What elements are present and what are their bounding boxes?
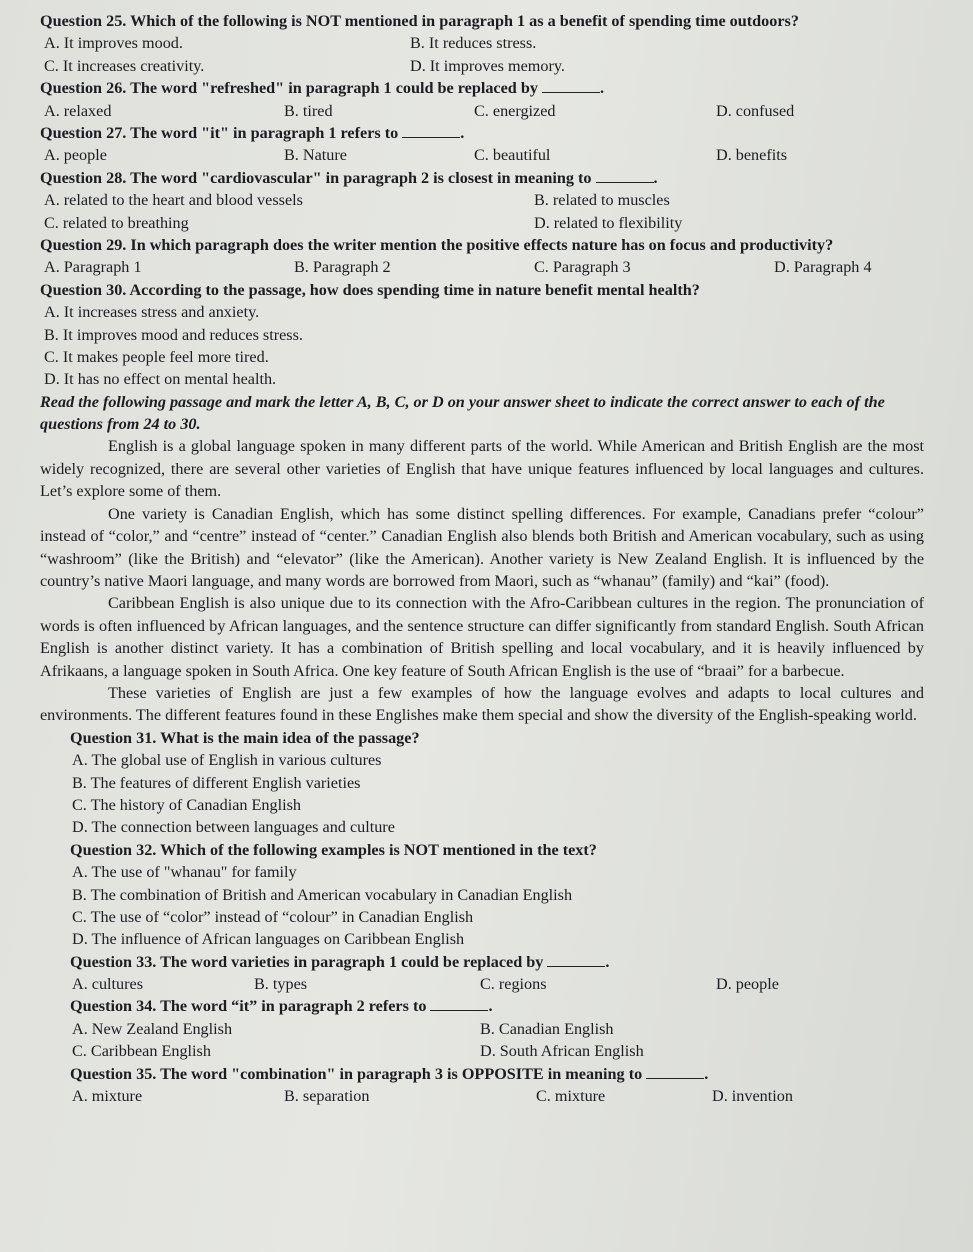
q32-option-d[interactable]: D. The influence of African languages on Caribbean English <box>72 930 465 949</box>
q34-option-a[interactable]: A. New Zealand English <box>72 1019 233 1038</box>
q29-option-c[interactable]: C. Paragraph 3 <box>534 258 631 277</box>
q34-option-b[interactable]: B. Canadian English <box>480 1019 614 1038</box>
question-28-row-2 <box>40 212 932 234</box>
q25-option-c[interactable]: C. It increases creativity. <box>44 56 205 75</box>
q31-option-a[interactable]: A. The global use of English in various cultures <box>72 751 382 770</box>
answer-blank <box>646 1065 704 1079</box>
answer-blank <box>547 953 605 967</box>
question-28-row-1 <box>40 189 932 211</box>
question-34-line: Question 34. The word “it” in paragraph 2 refers to . <box>70 997 493 1016</box>
question-29-stem: Question 29. In which paragraph does the writer mention the positive effects nature has on focus and productivity? <box>40 235 834 254</box>
question-25-row-1 <box>40 32 932 54</box>
q31-option-c[interactable]: C. The history of Canadian English <box>72 795 301 814</box>
q35-option-d[interactable]: D. invention <box>712 1087 793 1106</box>
q34-option-c[interactable]: C. Caribbean English <box>72 1042 211 1061</box>
question-25-stem: Question 25. Which of the following is NOT mentioned in paragraph 1 as a benefit of spending time outdoors? <box>40 12 799 30</box>
question-27-stem: Question 27. The word "it" in paragraph 1 refers to <box>40 123 399 142</box>
q28-option-d[interactable]: D. related to flexibility <box>534 213 683 232</box>
q29-option-b[interactable]: B. Paragraph 2 <box>294 258 391 277</box>
q32-option-b[interactable]: B. The combination of British and American vocabulary in Canadian English <box>72 885 573 904</box>
passage-paragraph-3: Caribbean English is also unique due to its connection with the Afro-Caribbean cultures in the region. The pronunciation of words is often influenced by African languages, and the sentence structure can differ significantly from standard English. South African English is another distinct variety. It has a combination of British spelling and local vocabulary, and it is heavily influenced by Afrikaans, a language spoken in South Africa. One key feature of South African English is the use of “braai” for a barbecue. <box>40 594 924 680</box>
q33-option-c[interactable]: C. regions <box>480 975 547 994</box>
question-27-options <box>40 144 932 166</box>
q35-option-b[interactable]: B. separation <box>284 1087 370 1106</box>
question-30-stem: Question 30. According to the passage, how does spending time in nature benefit mental health? <box>40 280 700 299</box>
question-33-line: Question 33. The word varieties in paragraph 1 could be replaced by . <box>70 952 610 971</box>
question-27-line: Question 27. The word "it" in paragraph 1 refers to . <box>40 123 465 142</box>
q27-option-a[interactable]: A. people <box>44 146 107 165</box>
q30-option-a[interactable]: A. It increases stress and anxiety. <box>44 303 260 322</box>
q32-option-a[interactable]: A. The use of "whanau" for family <box>72 863 297 882</box>
question-28-stem: Question 28. The word "cardiovascular" in paragraph 2 is closest in meaning to <box>40 168 592 187</box>
q26-option-b[interactable]: B. tired <box>284 101 333 120</box>
q30-option-b[interactable]: B. It improves mood and reduces stress. <box>44 325 303 344</box>
question-34-row-2 <box>40 1040 932 1062</box>
question-26-options <box>40 100 932 122</box>
q27-option-c[interactable]: C. beautiful <box>474 146 551 165</box>
question-35-stem: Question 35. The word "combination" in paragraph 3 is OPPOSITE in meaning to <box>70 1064 643 1083</box>
passage-paragraph-1: English is a global language spoken in many different parts of the world. While American and British English are the most widely recognized, there are several other varieties of English that have unique features influenced by local languages and cultures. Let’s explore some of them. <box>40 437 924 501</box>
worksheet-content <box>40 10 932 1107</box>
answer-blank <box>596 169 654 183</box>
q28-option-c[interactable]: C. related to breathing <box>44 213 189 232</box>
passage-paragraph-2: One variety is Canadian English, which has some distinct spelling differences. For example, Canadians prefer “colour” instead of “color,” and “centre” instead of “center.” Canadian English also blends both British and American vocabulary, such as using “washroom” (like the British) and “elevator” (like the American). Another variety is New Zealand English. It is influenced by the country’s native Maori language, and many words are borrowed from Maori, such as “whanau” (family) and “kai” (food). <box>40 504 924 590</box>
q27-option-b[interactable]: B. Nature <box>284 146 347 165</box>
q32-option-c[interactable]: C. The use of “color” instead of “colour” in Canadian English <box>72 907 474 926</box>
answer-blank <box>430 997 488 1011</box>
passage-paragraph-4: These varieties of English are just a few examples of how the language evolves and adapts to local cultures and environments. The different features found in these Englishes make them special and show the diversity of the English-speaking world. <box>40 683 924 725</box>
question-31-stem: Question 31. What is the main idea of the passage? <box>70 728 420 747</box>
q31-option-d[interactable]: D. The connection between languages and culture <box>72 818 395 837</box>
answer-blank <box>402 124 460 138</box>
q31-option-b[interactable]: B. The features of different English varieties <box>72 773 361 792</box>
q26-option-d[interactable]: D. confused <box>716 101 795 120</box>
q30-option-c[interactable]: C. It makes people feel more tired. <box>44 347 269 366</box>
q33-option-b[interactable]: B. types <box>254 975 308 994</box>
q35-option-a[interactable]: A. mixture <box>72 1087 143 1106</box>
q29-option-d[interactable]: D. Paragraph 4 <box>774 258 872 277</box>
q27-option-d[interactable]: D. benefits <box>716 146 788 165</box>
q35-option-c[interactable]: C. mixture <box>536 1087 606 1106</box>
q28-option-b[interactable]: B. related to muscles <box>534 191 670 210</box>
question-29-options <box>40 256 932 278</box>
q26-option-c[interactable]: C. energized <box>474 101 556 120</box>
question-35-line: Question 35. The word "combination" in paragraph 3 is OPPOSITE in meaning to . <box>70 1064 709 1083</box>
answer-blank <box>542 79 600 93</box>
q25-option-d[interactable]: D. It improves memory. <box>410 56 565 75</box>
q28-option-a[interactable]: A. related to the heart and blood vessels <box>44 191 303 210</box>
q33-option-d[interactable]: D. people <box>716 975 779 994</box>
question-26-line: Question 26. The word "refreshed" in paragraph 1 could be replaced by . <box>40 79 605 98</box>
q29-option-a[interactable]: A. Paragraph 1 <box>44 258 142 277</box>
question-32-stem: Question 32. Which of the following examples is NOT mentioned in the text? <box>70 840 597 859</box>
question-26-stem: Question 26. The word "refreshed" in paragraph 1 could be replaced by <box>40 79 538 98</box>
q34-option-d[interactable]: D. South African English <box>480 1042 644 1061</box>
q25-option-a[interactable]: A. It improves mood. <box>44 34 183 53</box>
question-35-options <box>40 1085 932 1107</box>
q33-option-a[interactable]: A. cultures <box>72 975 144 994</box>
question-34-row-1 <box>40 1018 932 1040</box>
question-25-row-2 <box>40 55 932 77</box>
q26-option-a[interactable]: A. relaxed <box>44 101 112 120</box>
question-33-options <box>40 973 932 995</box>
reading-instruction: Read the following passage and mark the letter A, B, C, or D on your answer sheet to indicate the correct answer to each of the questions from 24 to 30. <box>40 392 885 434</box>
question-34-stem: Question 34. The word “it” in paragraph 2 refers to <box>70 997 427 1016</box>
q30-option-d[interactable]: D. It has no effect on mental health. <box>44 370 277 389</box>
question-33-stem: Question 33. The word varieties in paragraph 1 could be replaced by <box>70 952 544 971</box>
question-28-line: Question 28. The word "cardiovascular" in paragraph 2 is closest in meaning to . <box>40 168 658 187</box>
q25-option-b[interactable]: B. It reduces stress. <box>410 34 537 53</box>
